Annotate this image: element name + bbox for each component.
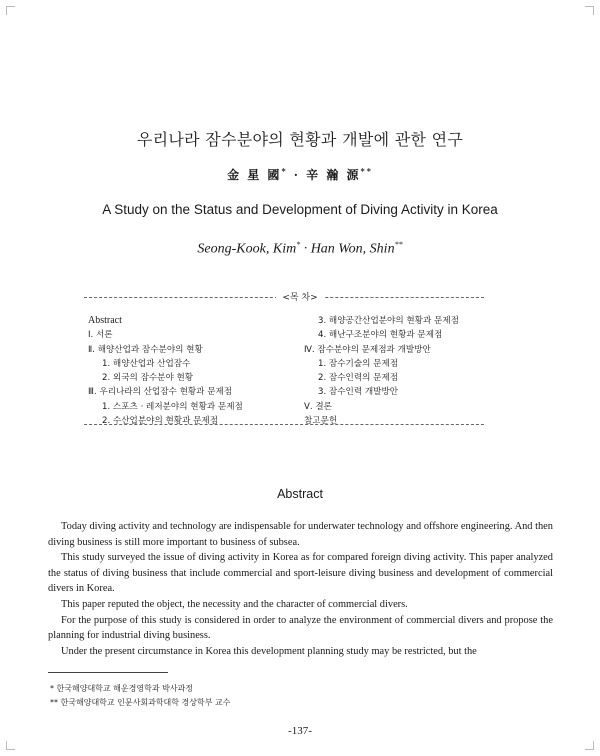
toc-item: Ⅱ. 해양산업과 잠수분야의 현황 xyxy=(88,344,203,355)
footnote-divider xyxy=(48,672,168,673)
toc-item: 참고문헌 xyxy=(304,416,338,427)
footnote-2: ** 한국해양대학교 인문사회과학대학 경상학부 교수 xyxy=(50,698,231,707)
abstract-paragraph: This study surveyed the issue of diving activity in Korea as for compared foreign diving activity. This paper analyzed the status of diving business that include commercial and sport-leisure diving business and development of commercial divers in Korea. xyxy=(48,552,553,595)
footnotes xyxy=(50,682,230,710)
crop-mark-top-right xyxy=(585,6,594,15)
author-2-korean: 辛 瀚 源 xyxy=(306,168,361,182)
crop-mark-top-left xyxy=(6,6,15,15)
footnote-1: * 한국해양대학교 해운경영학과 박사과정 xyxy=(50,684,194,693)
toc-item: 1. 스포츠 · 레저분야의 현황과 문제점 xyxy=(102,401,243,412)
crop-mark-bottom-right xyxy=(585,741,594,750)
page-number: -137- xyxy=(288,725,312,737)
authors-korean xyxy=(0,166,600,183)
author-1-korean: 金 星 國 xyxy=(227,168,282,182)
author-en-separator: · xyxy=(300,241,311,257)
toc-heading xyxy=(0,290,600,303)
author-2-en-mark: ** xyxy=(394,240,403,249)
toc-item: 2. 외국의 잠수분야 현황 xyxy=(102,373,194,384)
toc-right-column xyxy=(304,314,459,428)
toc-item: Abstract xyxy=(88,315,122,326)
toc-item: 2. 잠수인력의 문제점 xyxy=(318,373,399,384)
toc-left-column xyxy=(88,314,243,428)
author-1-mark: * xyxy=(281,166,288,176)
abstract-heading: Abstract xyxy=(277,487,323,501)
paper-title-english: A Study on the Status and Development of Diving Activity in Korea xyxy=(102,202,498,217)
authors-english xyxy=(0,240,600,258)
toc-item: Ⅲ. 우리나라의 산업잠수 현황과 문제점 xyxy=(88,387,233,398)
author-2-mark: ** xyxy=(360,166,373,176)
toc-item: Ⅰ. 서론 xyxy=(88,330,113,341)
toc-item: Ⅳ. 잠수분야의 문제점과 개발방안 xyxy=(304,344,431,355)
author-separator: · xyxy=(287,168,307,182)
paper-title-korean: 우리나라 잠수분야의 현황과 개발에 관한 연구 xyxy=(136,130,464,149)
toc-item: 1. 해양산업과 산업잠수 xyxy=(102,358,191,369)
toc-item: 2. 수산업분야의 현황과 문제점 xyxy=(102,416,219,427)
toc-item: 3. 해양공간산업분야의 현황과 문제점 xyxy=(318,316,459,326)
toc-item: 1. 잠수기술의 문제점 xyxy=(318,358,399,369)
abstract-paragraph: For the purpose of this study is considered in order to analyze the environment of commercial divers and propose the planning for industrial diving business. xyxy=(48,614,553,642)
toc-item: Ⅴ. 결론 xyxy=(304,401,332,412)
toc-heading-text: <목 차> xyxy=(276,293,323,303)
toc-item: 4. 해난구조분야의 현황과 문제점 xyxy=(318,330,443,341)
abstract-paragraph: Under the present circumstance in Korea this development planning study may be restricted, but the xyxy=(61,645,477,657)
author-1-english: Seong-Kook, Kim xyxy=(197,241,297,257)
abstract-body xyxy=(48,519,553,659)
toc-item: 3. 잠수인력 개발방안 xyxy=(318,387,399,398)
abstract-paragraph: This paper reputed the object, the necessity and the character of commercial divers. xyxy=(61,598,408,610)
abstract-paragraph: Today diving activity and technology are indispensable for underwater technology and offshore engineering. And then diving business is still more important to business of subsea. xyxy=(48,521,553,548)
author-2-english: Han Won, Shin xyxy=(310,241,395,257)
crop-mark-bottom-left xyxy=(6,741,15,750)
author-1-en-mark: * xyxy=(296,240,301,249)
